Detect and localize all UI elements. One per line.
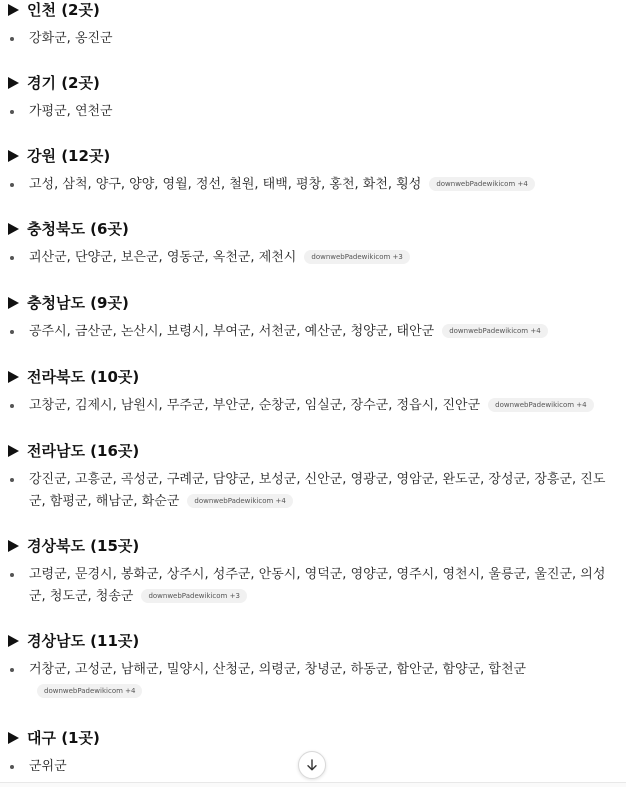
section-heading — [0, 219, 626, 239]
triangle-right-icon — [8, 297, 19, 309]
list-item — [0, 564, 626, 608]
bullet-icon — [10, 110, 14, 114]
list-item-text: 공주시, 금산군, 논산시, 보령시, 부여군, 서천군, 예산군, 청양군, 태안군 — [29, 324, 435, 339]
section-heading — [0, 367, 626, 387]
list-item — [0, 247, 626, 269]
bullet-icon — [10, 183, 14, 187]
citation-badge[interactable]: downwebPadewikicom +3 — [141, 589, 246, 603]
section-heading-text: 충청북도 (6곳) — [27, 220, 129, 238]
list-item-text: 괴산군, 단양군, 보은군, 영동군, 옥천군, 제천시 — [29, 250, 297, 265]
bullet-icon — [10, 37, 14, 41]
section-chungnam — [0, 293, 626, 343]
section-heading — [0, 441, 626, 461]
section-gyeongbuk — [0, 536, 626, 608]
bullet-icon — [10, 573, 14, 577]
scroll-down-button[interactable] — [298, 751, 326, 779]
citation-badge[interactable]: downwebPadewikicom +3 — [304, 250, 409, 264]
section-jeonbuk — [0, 367, 626, 417]
section-heading — [0, 536, 626, 556]
list-item-text: 강진군, 고흥군, 곡성군, 구례군, 담양군, 보성군, 신안군, 영광군, 영암군, 완도군, 장성군, 장흥군, 진도군, 함평군, 해남군, 화순군 — [29, 472, 606, 509]
citation-badge[interactable]: downwebPadewikicom +4 — [442, 324, 547, 338]
section-heading-text: 대구 (1곳) — [27, 729, 100, 747]
triangle-right-icon — [8, 77, 19, 89]
bullet-icon — [10, 478, 14, 482]
section-heading-text: 경상남도 (11곳) — [27, 632, 140, 650]
section-heading-text: 인천 (2곳) — [27, 1, 100, 19]
section-heading-text: 전라남도 (16곳) — [27, 442, 140, 460]
list-item-text: 거창군, 고성군, 남해군, 밀양시, 산청군, 의령군, 창녕군, 하동군, 함안군, 함양군, 합천군 — [29, 662, 527, 677]
list-item — [0, 28, 626, 50]
list-item-text: 강화군, 옹진군 — [29, 31, 113, 46]
section-jeonnam — [0, 441, 626, 513]
triangle-right-icon — [8, 371, 19, 383]
section-heading — [0, 631, 626, 651]
section-gyeonggi — [0, 73, 626, 123]
bullet-icon — [10, 404, 14, 408]
list-item-text: 가평군, 연천군 — [29, 104, 113, 119]
list-item-text: 고령군, 문경시, 봉화군, 상주시, 성주군, 안동시, 영덕군, 영양군, 영주시, 영천시, 울릉군, 울진군, 의성군, 청도군, 청송군 — [29, 567, 606, 604]
bullet-icon — [10, 668, 14, 672]
section-heading — [0, 73, 626, 93]
triangle-right-icon — [8, 150, 19, 162]
triangle-right-icon — [8, 445, 19, 457]
section-heading-text: 경상북도 (15곳) — [27, 537, 140, 555]
composer-top-edge — [0, 782, 626, 787]
arrow-down-icon — [305, 758, 319, 772]
citation-badge[interactable]: downwebPadewikicom +4 — [429, 177, 534, 191]
section-heading — [0, 0, 626, 20]
section-gyeongnam — [0, 631, 626, 703]
section-gangwon — [0, 146, 626, 196]
list-item-text: 군위군 — [29, 759, 67, 774]
section-heading — [0, 293, 626, 313]
section-incheon — [0, 0, 626, 50]
triangle-right-icon — [8, 635, 19, 647]
citation-badge[interactable]: downwebPadewikicom +4 — [187, 494, 292, 508]
triangle-right-icon — [8, 732, 19, 744]
bullet-icon — [10, 330, 14, 334]
section-heading-text: 충청남도 (9곳) — [27, 294, 129, 312]
list-item — [0, 101, 626, 123]
citation-badge[interactable]: downwebPadewikicom +4 — [488, 398, 593, 412]
list-item — [0, 395, 626, 417]
list-item — [0, 321, 626, 343]
list-item — [0, 469, 626, 513]
section-heading-text: 전라북도 (10곳) — [27, 368, 140, 386]
triangle-right-icon — [8, 4, 19, 16]
section-heading — [0, 728, 626, 748]
triangle-right-icon — [8, 540, 19, 552]
bullet-icon — [10, 765, 14, 769]
triangle-right-icon — [8, 223, 19, 235]
section-heading-text: 강원 (12곳) — [27, 147, 111, 165]
section-heading — [0, 146, 626, 166]
list-item-text: 고성, 삼척, 양구, 양양, 영월, 정선, 철원, 태백, 평창, 홍천, 화천, 횡성 — [29, 177, 422, 192]
list-item — [0, 659, 626, 703]
bullet-icon — [10, 256, 14, 260]
section-chungbuk — [0, 219, 626, 269]
citation-badge[interactable]: downwebPadewikicom +4 — [37, 684, 142, 698]
list-item-text: 고창군, 김제시, 남원시, 무주군, 부안군, 순창군, 임실군, 장수군, 정읍시, 진안군 — [29, 398, 481, 413]
section-heading-text: 경기 (2곳) — [27, 74, 100, 92]
list-item — [0, 174, 626, 196]
